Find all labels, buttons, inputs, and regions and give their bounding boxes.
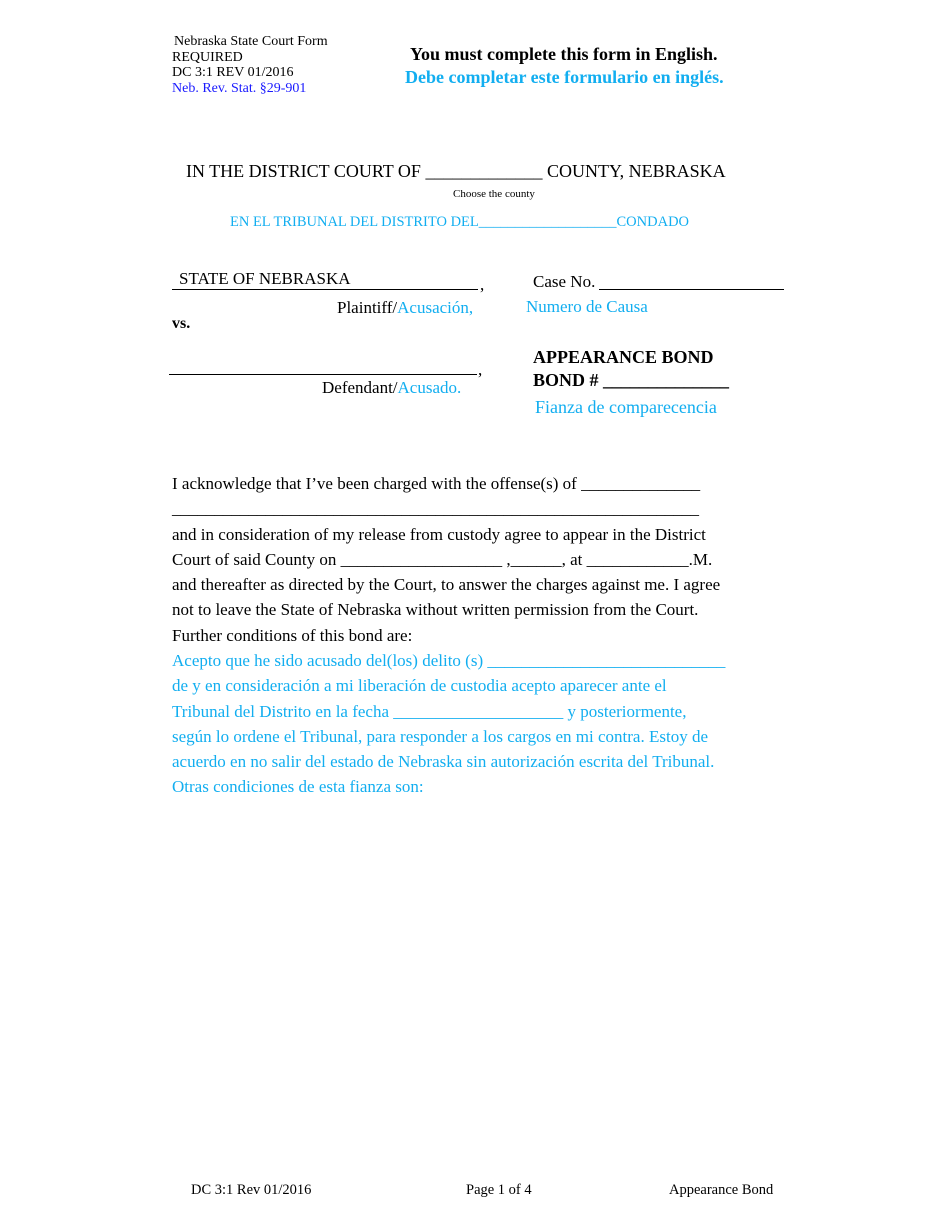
defendant-label-en: Defendant/ [322,378,398,397]
case-no-label: Case No. [533,272,596,291]
county-hint: Choose the county [453,188,535,200]
plaintiff-line [172,289,478,290]
court-suffix: COUNTY, NEBRASKA [546,161,726,181]
body-line: and thereafter as directed by the Court, to answer the charges against me. I agree [172,575,721,595]
court-prefix-es: EN EL TRIBUNAL DEL DISTRITO DEL [230,214,479,230]
body-line: and in consideration of my release from custody agree to appear in the District [172,524,706,544]
bond-number [533,370,729,391]
body-line-es: Acepto que he sido acusado del(los) delito (s) ____________________________ [172,651,726,670]
body-line: Further conditions of this bond are: [172,625,413,645]
footer-form-number: DC 3:1 Rev 01/2016 [191,1182,312,1198]
body-line: not to leave the State of Nebraska without written permission from the Court. [172,600,699,620]
plaintiff-label [337,298,473,318]
defendant-label [322,378,461,398]
case-no-field[interactable] [599,289,784,290]
statute-reference: Neb. Rev. Stat. §29-901 [172,80,307,96]
form-title: APPEARANCE BOND [533,347,714,367]
court-suffix-es: CONDADO [616,214,690,230]
form-title-es: Fianza de comparecencia [535,397,717,417]
body-line: I acknowledge that I’ve been charged with the offense(s) of ______________ [172,474,701,493]
defendant-label-es: Acusado. [397,378,462,397]
vs-label: vs. [172,315,191,332]
court-prefix: IN THE DISTRICT COURT OF [186,161,421,181]
body-line-es: Tribunal del Distrito en la fecha ____________________ y posteriormente, [172,701,687,721]
required-label: REQUIRED [172,49,243,65]
body-line-es: acuerdo en no salir del estado de Nebraska sin autorización escrita del Tribunal. [172,752,715,772]
court-heading-es [230,214,689,231]
plaintiff-name: STATE OF NEBRASKA [179,269,351,288]
county-field[interactable]: _____________ [425,161,543,181]
defendant-field[interactable] [169,374,477,375]
body-spanish [172,648,725,800]
plaintiff-label-es: Acusación, [397,298,474,317]
bond-label: BOND # [533,370,599,390]
spanish-notice: Debe completar este formulario en inglés. [405,67,724,87]
form-name: Nebraska State Court Form [174,34,328,49]
case-no-label-es: Numero de Causa [526,297,648,316]
defendant-comma: , [478,360,483,379]
bond-number-field[interactable]: ______________ [603,370,730,390]
form-number: DC 3:1 REV 01/2016 [172,65,294,80]
body-line-es: según lo ordene el Tribunal, para responder a los cargos en mi contra. Estoy de [172,726,708,746]
offense-field[interactable]: ______________________________________________________________ [172,499,699,519]
plaintiff-comma: , [480,275,485,294]
appearance-date-line[interactable]: Court of said County on ___________________ ,______, at ____________.M. [172,549,713,569]
plaintiff-label-en: Plaintiff/ [337,298,398,317]
county-field-es: ___________________ [478,214,617,230]
body-line-es: de y en consideración a mi liberación de custodia acepto aparecer ante el [172,676,667,696]
body-english [172,471,720,648]
footer-page-number: Page 1 of 4 [466,1182,532,1198]
english-notice: You must complete this form in English. [410,44,718,64]
footer-title: Appearance Bond [669,1182,774,1198]
court-heading [186,161,726,182]
body-line-es: Otras condiciones de esta fianza son: [172,777,424,797]
